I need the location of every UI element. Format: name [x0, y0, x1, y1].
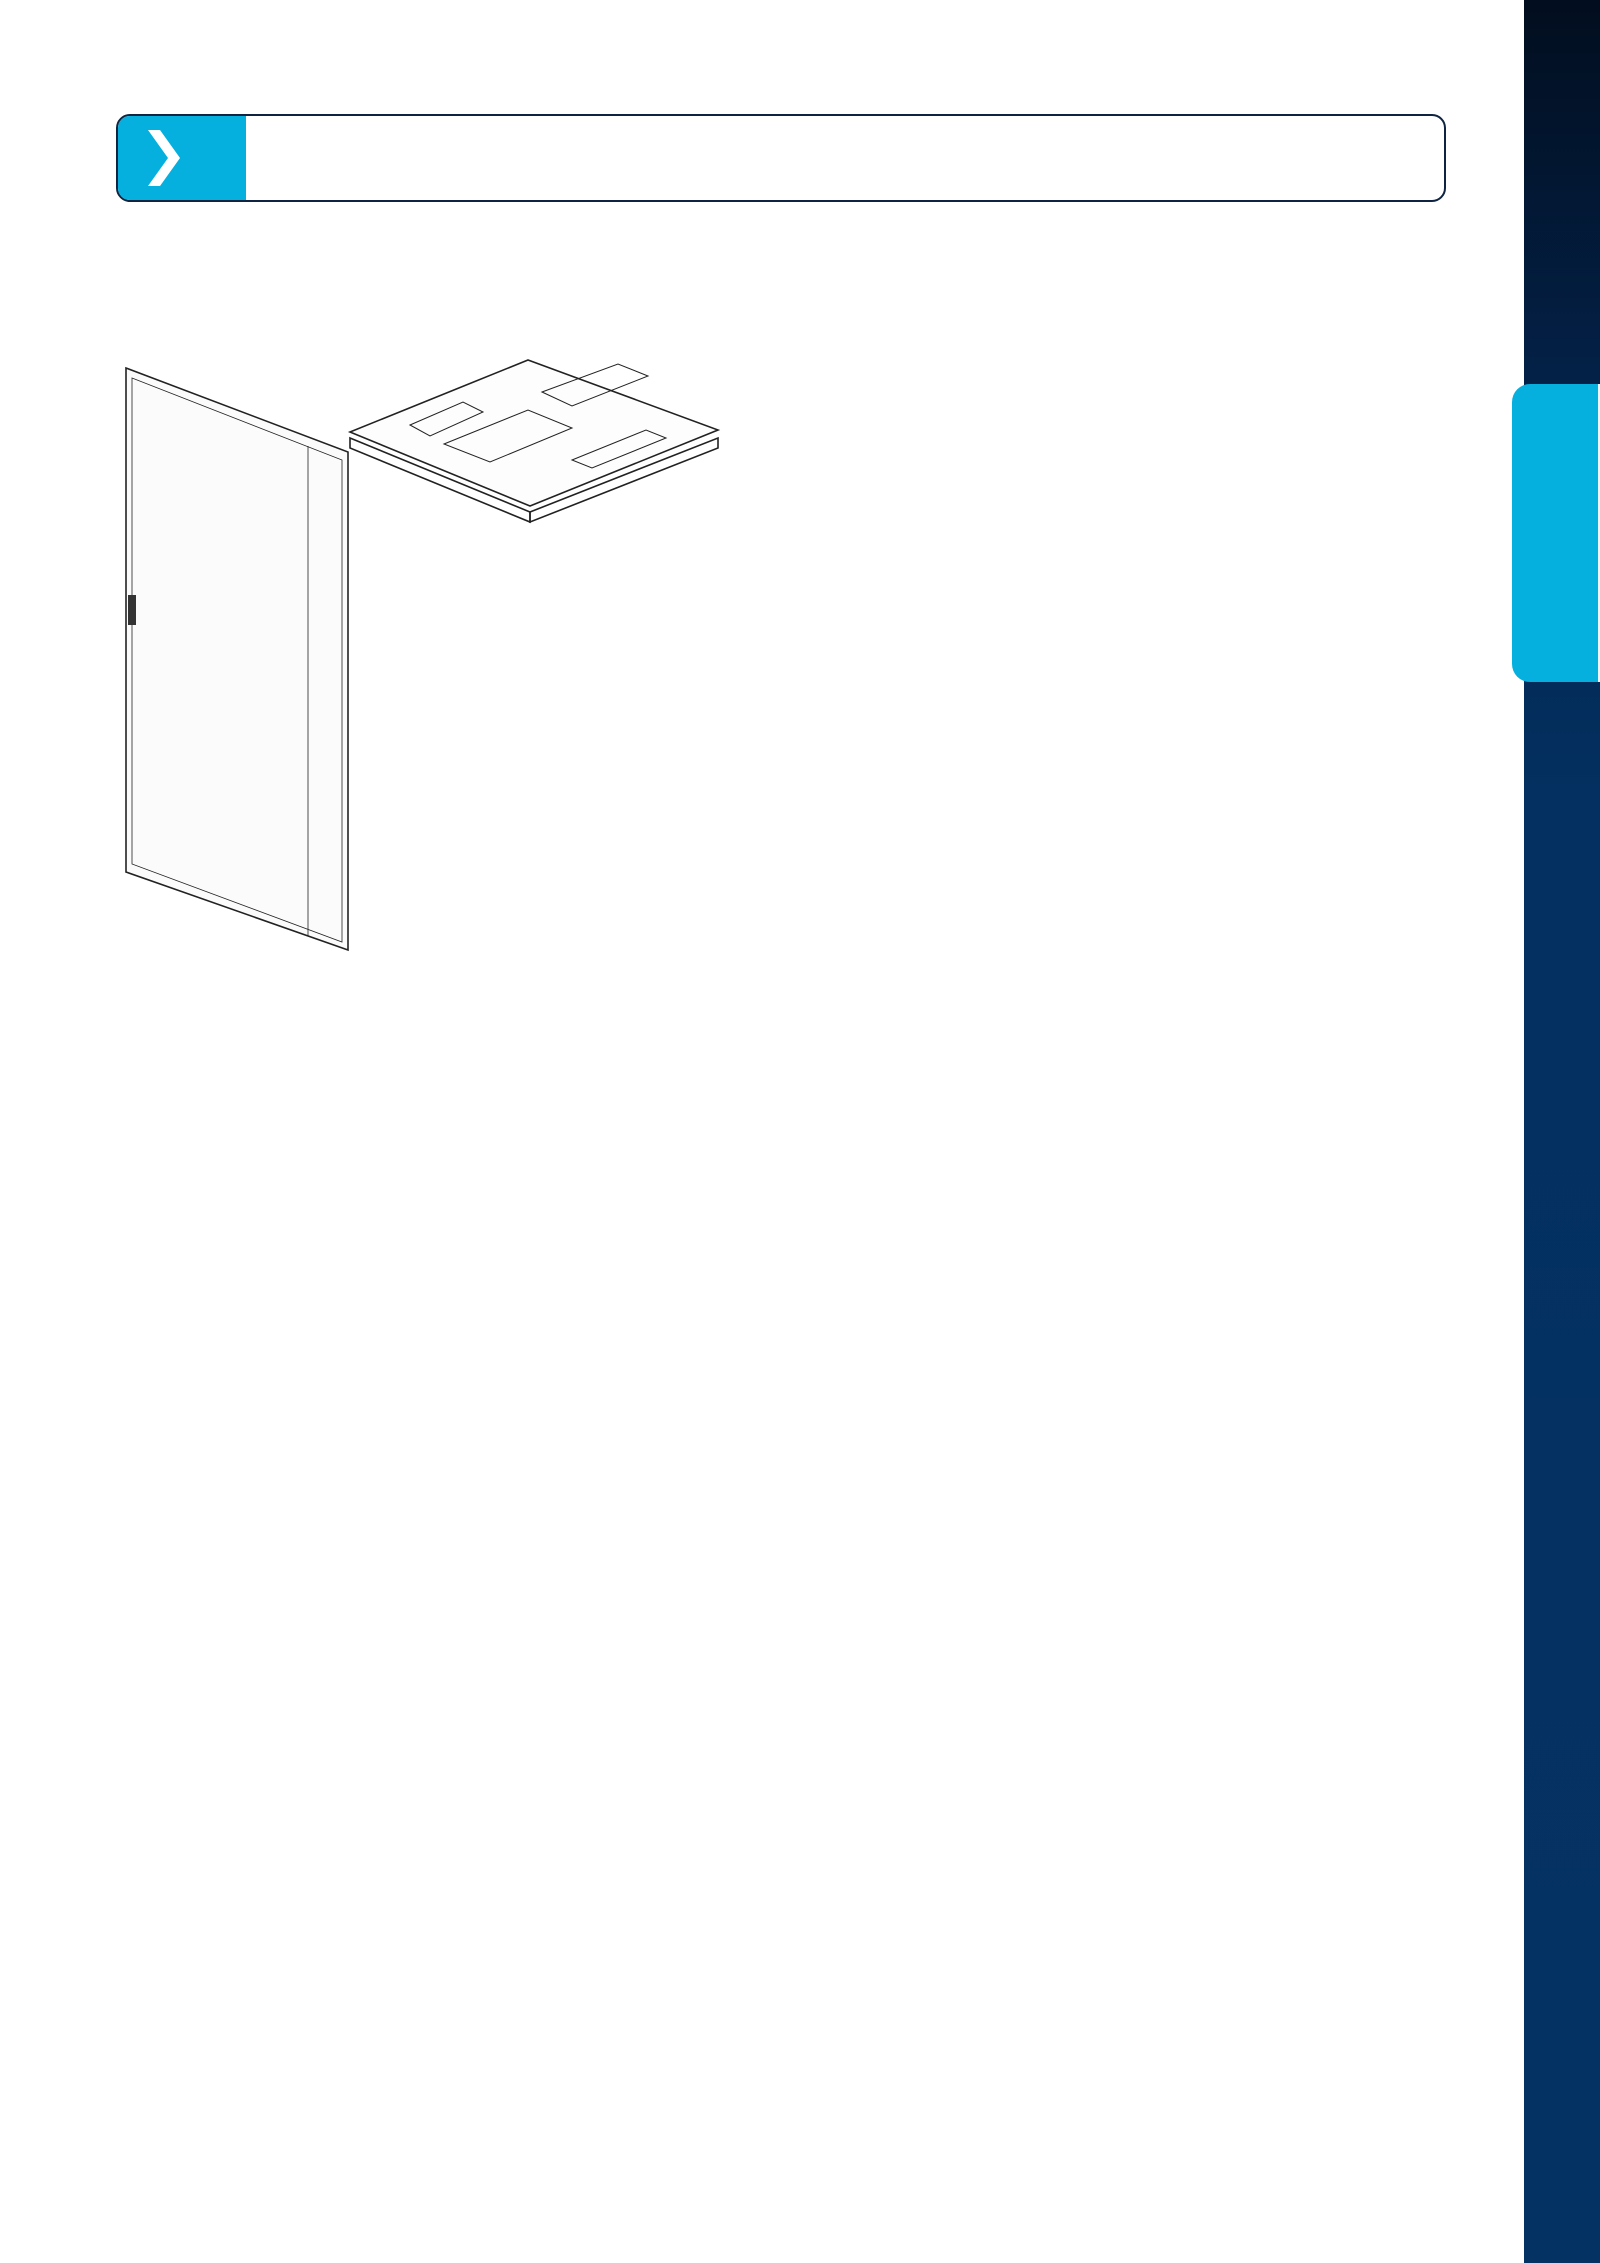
page-side-band	[1524, 0, 1600, 2263]
section-tab-rta[interactable]	[1512, 384, 1600, 682]
section-header-a3	[116, 114, 1446, 202]
chevron-right-icon	[134, 128, 194, 188]
cabinet-front-drawing-a3	[118, 260, 798, 1100]
chevron-block	[118, 116, 246, 200]
